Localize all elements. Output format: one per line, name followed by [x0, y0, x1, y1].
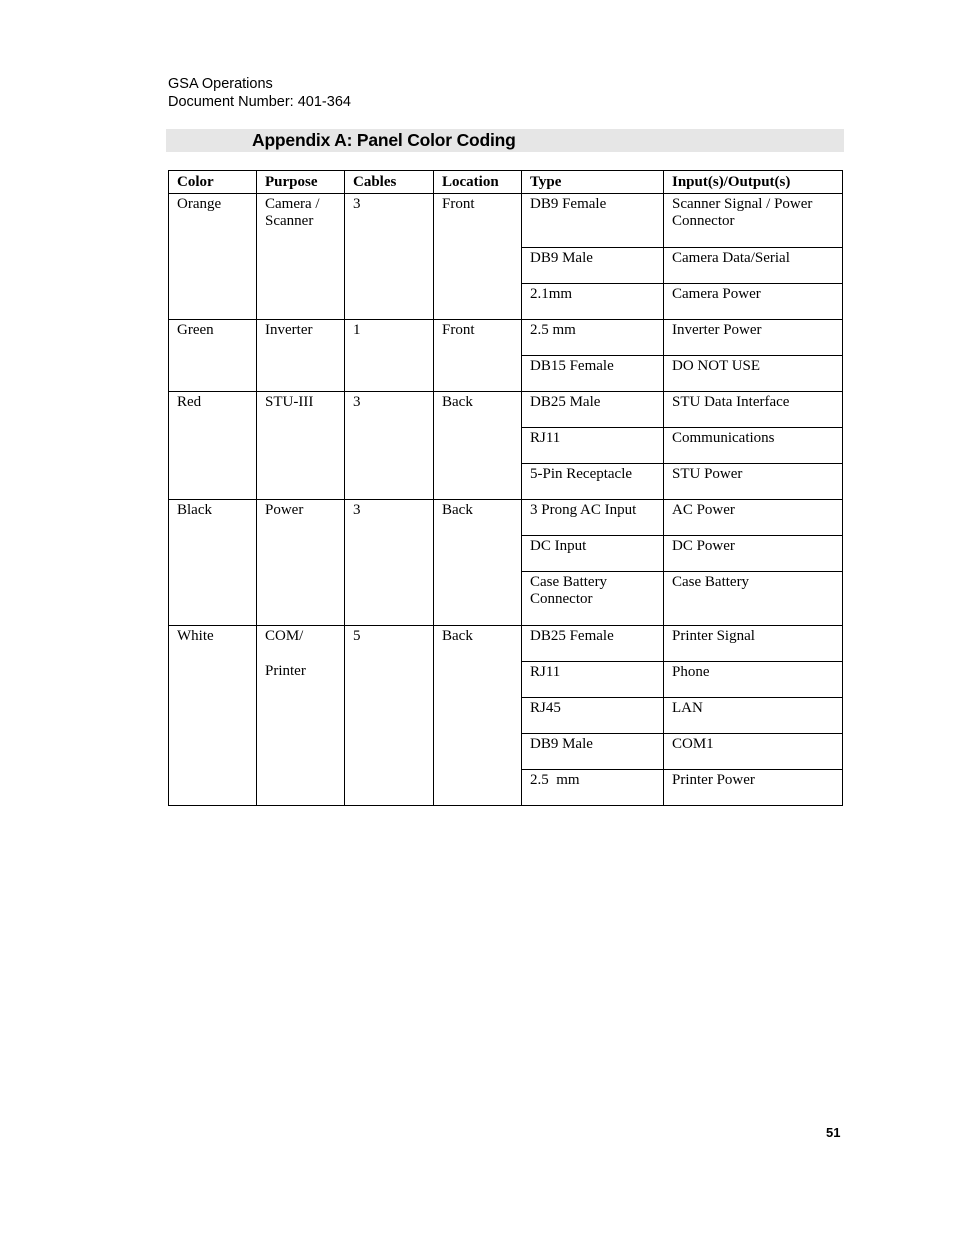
panel-color-coding-table [168, 170, 843, 806]
purpose-cell: STU-III [257, 392, 345, 500]
io-cell: LAN [664, 698, 843, 734]
page-number: 51 [826, 1125, 841, 1140]
table-row [169, 626, 843, 662]
purpose-cell: Inverter [257, 320, 345, 392]
type-cell [522, 572, 664, 626]
type-cell: DB25 Male [522, 392, 664, 428]
purpose-line: Printer [265, 663, 306, 679]
color-cell: Green [169, 320, 257, 392]
cables-cell: 3 [345, 500, 434, 626]
column-header: Location [434, 171, 522, 194]
io-cell: COM1 [664, 734, 843, 770]
location-cell: Back [434, 392, 522, 500]
location-cell: Front [434, 320, 522, 392]
cables-cell: 5 [345, 626, 434, 806]
type-cell: DB9 Male [522, 734, 664, 770]
color-cell: Orange [169, 194, 257, 320]
table-row [169, 500, 843, 536]
column-header: Color [169, 171, 257, 194]
io-cell: Printer Signal [664, 626, 843, 662]
table-row [169, 194, 843, 248]
io-cell: Case Battery [664, 572, 843, 626]
type-cell: RJ11 [522, 662, 664, 698]
type-line: Case Battery [530, 574, 608, 590]
header-org: GSA Operations [168, 76, 273, 92]
column-header: Purpose [257, 171, 345, 194]
cables-cell: 3 [345, 194, 434, 320]
location-cell: Front [434, 194, 522, 320]
purpose-line: Scanner [265, 213, 314, 229]
table-row [169, 392, 843, 428]
purpose-line: COM/ [265, 628, 304, 644]
type-cell: 2.5 mm [522, 320, 664, 356]
type-cell: 5-Pin Receptacle [522, 464, 664, 500]
column-header: Input(s)/Output(s) [664, 171, 843, 194]
cables-cell: 3 [345, 392, 434, 500]
io-cell: Phone [664, 662, 843, 698]
type-cell: RJ11 [522, 428, 664, 464]
header-document-number: Document Number: 401-364 [168, 94, 351, 110]
color-cell: White [169, 626, 257, 806]
section-title: Appendix A: Panel Color Coding [252, 130, 516, 150]
io-cell: Printer Power [664, 770, 843, 806]
cables-cell: 1 [345, 320, 434, 392]
io-cell [664, 194, 843, 248]
io-cell: Camera Power [664, 284, 843, 320]
column-header: Type [522, 171, 664, 194]
io-cell: AC Power [664, 500, 843, 536]
io-cell-warning: DO NOT USE [664, 356, 843, 392]
location-cell: Back [434, 500, 522, 626]
io-cell: DC Power [664, 536, 843, 572]
io-line: Scanner Signal / Power [672, 196, 813, 212]
type-cell: DC Input [522, 536, 664, 572]
color-cell: Black [169, 500, 257, 626]
io-cell: STU Data Interface [664, 392, 843, 428]
type-cell: DB25 Female [522, 626, 664, 662]
type-cell: RJ45 [522, 698, 664, 734]
purpose-cell [257, 626, 345, 806]
io-cell: STU Power [664, 464, 843, 500]
purpose-line: Camera / [265, 196, 320, 212]
io-cell: Camera Data/Serial [664, 248, 843, 284]
location-cell: Back [434, 626, 522, 806]
type-line: Connector [530, 591, 593, 607]
type-cell: DB9 Male [522, 248, 664, 284]
type-cell: 2.5 mm [522, 770, 664, 806]
color-cell: Red [169, 392, 257, 500]
io-line: Connector [672, 213, 735, 229]
column-header: Cables [345, 171, 434, 194]
io-cell: Communications [664, 428, 843, 464]
section-title-bar [166, 129, 844, 152]
purpose-cell [257, 194, 345, 320]
type-cell: DB9 Female [522, 194, 664, 248]
type-cell: DB15 Female [522, 356, 664, 392]
io-cell: Inverter Power [664, 320, 843, 356]
purpose-cell: Power [257, 500, 345, 626]
type-cell: 2.1mm [522, 284, 664, 320]
table-header-row [169, 171, 843, 194]
table-row [169, 320, 843, 356]
type-cell: 3 Prong AC Input [522, 500, 664, 536]
